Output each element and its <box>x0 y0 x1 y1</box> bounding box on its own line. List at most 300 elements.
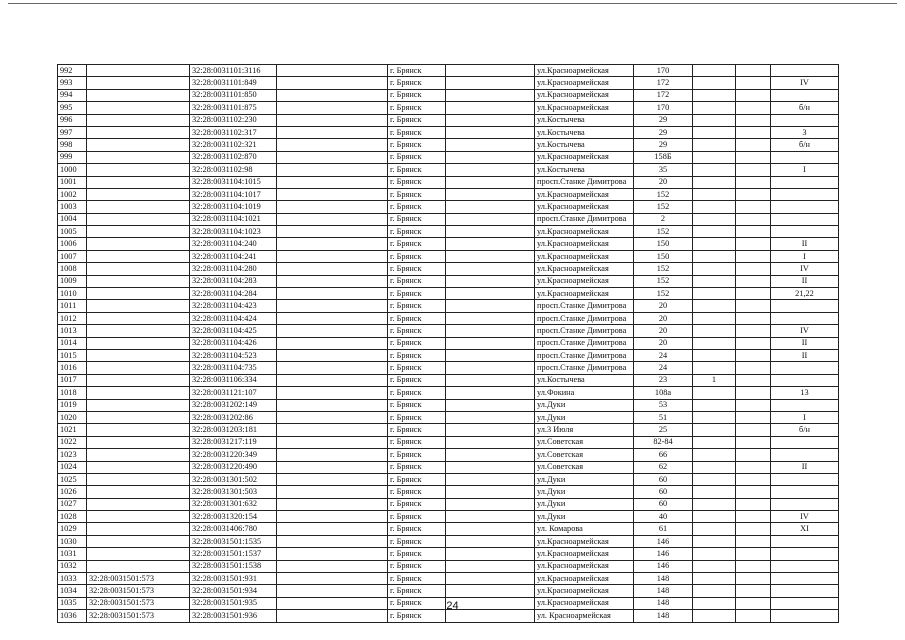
city-cell: г. Брянск <box>388 65 446 77</box>
extra-cell-2-cell <box>446 436 535 448</box>
extra-cell-2-cell <box>446 126 535 138</box>
cadastral-number-cell: 32:28:0031217:119 <box>190 436 277 448</box>
building-cell-cell <box>693 436 736 448</box>
table-row <box>58 275 839 287</box>
extra-cell-3-cell <box>736 535 771 547</box>
house-number-cell: 20 <box>634 300 693 312</box>
extra-cell-2-cell <box>446 325 535 337</box>
cadastral-number-cell: 32:28:0031501:1537 <box>190 548 277 560</box>
extra-cell-2-cell <box>446 573 535 585</box>
street-cell: ул.Красноармейская <box>535 102 634 114</box>
row-number-cell: 1011 <box>58 300 87 312</box>
extra-cell-3-cell <box>736 337 771 349</box>
extra-cell-1-cell <box>277 188 388 200</box>
cadastral-number-cell: 32:28:0031104:425 <box>190 325 277 337</box>
city-cell: г. Брянск <box>388 424 446 436</box>
city-cell: г. Брянск <box>388 89 446 101</box>
building-cell-cell <box>693 399 736 411</box>
house-number-cell: 61 <box>634 523 693 535</box>
parent-cadastral-number-cell: 32:28:0031501:573 <box>87 597 190 609</box>
building-cell-cell <box>693 151 736 163</box>
table-row <box>58 374 839 386</box>
cadastral-number-cell: 32:28:0031101:875 <box>190 102 277 114</box>
parent-cadastral-number-cell <box>87 139 190 151</box>
parent-cadastral-number-cell <box>87 548 190 560</box>
parent-cadastral-number-cell <box>87 188 190 200</box>
premises-cell-cell <box>771 449 839 461</box>
premises-cell-cell: II <box>771 349 839 361</box>
house-number-cell: 82-84 <box>634 436 693 448</box>
extra-cell-1-cell <box>277 436 388 448</box>
extra-cell-1-cell <box>277 399 388 411</box>
extra-cell-2-cell <box>446 387 535 399</box>
house-number-cell: 20 <box>634 312 693 324</box>
extra-cell-2-cell <box>446 312 535 324</box>
premises-cell-cell <box>771 535 839 547</box>
building-cell-cell <box>693 77 736 89</box>
street-cell: ул.Советская <box>535 461 634 473</box>
parent-cadastral-number-cell <box>87 511 190 523</box>
extra-cell-2-cell <box>446 535 535 547</box>
row-number-cell: 1004 <box>58 213 87 225</box>
row-number-cell: 1016 <box>58 362 87 374</box>
premises-cell-cell <box>771 399 839 411</box>
table-row <box>58 411 839 423</box>
extra-cell-1-cell <box>277 213 388 225</box>
table-row <box>58 486 839 498</box>
row-number-cell: 1009 <box>58 275 87 287</box>
building-cell-cell <box>693 362 736 374</box>
street-cell: ул.Дуки <box>535 411 634 423</box>
table-row <box>58 77 839 89</box>
extra-cell-1-cell <box>277 275 388 287</box>
row-number-cell: 995 <box>58 102 87 114</box>
premises-cell-cell <box>771 213 839 225</box>
city-cell: г. Брянск <box>388 362 446 374</box>
building-cell-cell <box>693 114 736 126</box>
premises-cell-cell <box>771 585 839 597</box>
row-number-cell: 999 <box>58 151 87 163</box>
cadastral-number-cell: 32:28:0031104:283 <box>190 275 277 287</box>
building-cell-cell <box>693 325 736 337</box>
parent-cadastral-number-cell <box>87 486 190 498</box>
extra-cell-2-cell <box>446 473 535 485</box>
house-number-cell: 2 <box>634 213 693 225</box>
extra-cell-2-cell <box>446 411 535 423</box>
extra-cell-1-cell <box>277 288 388 300</box>
cadastral-number-cell: 32:28:0031104:1017 <box>190 188 277 200</box>
house-number-cell: 152 <box>634 201 693 213</box>
table-row <box>58 424 839 436</box>
building-cell-cell <box>693 473 736 485</box>
row-number-cell: 1025 <box>58 473 87 485</box>
street-cell: ул.Красноармейская <box>535 288 634 300</box>
premises-cell-cell: б/н <box>771 139 839 151</box>
city-cell: г. Брянск <box>388 387 446 399</box>
cadastral-number-cell: 32:28:0031104:241 <box>190 250 277 262</box>
city-cell: г. Брянск <box>388 275 446 287</box>
page-number: 24 <box>446 600 459 612</box>
building-cell-cell <box>693 349 736 361</box>
city-cell: г. Брянск <box>388 486 446 498</box>
extra-cell-1-cell <box>277 511 388 523</box>
cadastral-number-cell: 32:28:0031301:502 <box>190 473 277 485</box>
building-cell-cell <box>693 226 736 238</box>
house-number-cell: 152 <box>634 288 693 300</box>
premises-cell-cell: I <box>771 411 839 423</box>
street-cell: ул.Костычева <box>535 114 634 126</box>
row-number-cell: 1034 <box>58 585 87 597</box>
city-cell: г. Брянск <box>388 374 446 386</box>
table-row <box>58 548 839 560</box>
city-cell: г. Брянск <box>388 548 446 560</box>
extra-cell-1-cell <box>277 535 388 547</box>
street-cell: ул. Комарова <box>535 523 634 535</box>
cadastral-number-cell: 32:28:0031501:934 <box>190 585 277 597</box>
street-cell: ул.Костычева <box>535 164 634 176</box>
building-cell-cell <box>693 461 736 473</box>
premises-cell-cell: б/н <box>771 424 839 436</box>
extra-cell-1-cell <box>277 387 388 399</box>
parent-cadastral-number-cell <box>87 449 190 461</box>
parent-cadastral-number-cell <box>87 288 190 300</box>
street-cell: просп.Станке Димитрова <box>535 349 634 361</box>
extra-cell-3-cell <box>736 325 771 337</box>
premises-cell-cell: 21,22 <box>771 288 839 300</box>
extra-cell-1-cell <box>277 77 388 89</box>
cadastral-number-cell: 32:28:0031101:3116 <box>190 65 277 77</box>
premises-cell-cell <box>771 312 839 324</box>
table-row <box>58 511 839 523</box>
street-cell: ул.Красноармейская <box>535 573 634 585</box>
house-number-cell: 172 <box>634 89 693 101</box>
city-cell: г. Брянск <box>388 312 446 324</box>
row-number-cell: 1036 <box>58 610 87 622</box>
building-cell-cell <box>693 337 736 349</box>
house-number-cell: 40 <box>634 511 693 523</box>
extra-cell-1-cell <box>277 362 388 374</box>
house-number-cell: 146 <box>634 548 693 560</box>
table-row <box>58 387 839 399</box>
table-row <box>58 498 839 510</box>
parent-cadastral-number-cell <box>87 523 190 535</box>
cadastral-number-cell: 32:28:0031104:735 <box>190 362 277 374</box>
premises-cell-cell <box>771 151 839 163</box>
building-cell-cell <box>693 250 736 262</box>
extra-cell-3-cell <box>736 188 771 200</box>
building-cell-cell <box>693 238 736 250</box>
extra-cell-2-cell <box>446 238 535 250</box>
building-cell-cell: 1 <box>693 374 736 386</box>
cadastral-number-cell: 32:28:0031104:284 <box>190 288 277 300</box>
city-cell: г. Брянск <box>388 399 446 411</box>
parent-cadastral-number-cell <box>87 560 190 572</box>
city-cell: г. Брянск <box>388 523 446 535</box>
extra-cell-2-cell <box>446 250 535 262</box>
table-row <box>58 89 839 101</box>
cadastral-number-cell: 32:28:0031501:1538 <box>190 560 277 572</box>
extra-cell-3-cell <box>736 585 771 597</box>
house-number-cell: 29 <box>634 126 693 138</box>
extra-cell-1-cell <box>277 176 388 188</box>
row-number-cell: 1023 <box>58 449 87 461</box>
extra-cell-2-cell <box>446 102 535 114</box>
extra-cell-3-cell <box>736 139 771 151</box>
parent-cadastral-number-cell <box>87 337 190 349</box>
house-number-cell: 150 <box>634 250 693 262</box>
building-cell-cell <box>693 585 736 597</box>
street-cell: ул.Дуки <box>535 399 634 411</box>
premises-cell-cell: II <box>771 275 839 287</box>
cadastral-number-cell: 32:28:0031501:935 <box>190 597 277 609</box>
street-cell: ул.Дуки <box>535 486 634 498</box>
house-number-cell: 152 <box>634 188 693 200</box>
table-row <box>58 263 839 275</box>
parent-cadastral-number-cell <box>87 238 190 250</box>
extra-cell-3-cell <box>736 65 771 77</box>
city-cell: г. Брянск <box>388 337 446 349</box>
city-cell: г. Брянск <box>388 213 446 225</box>
street-cell: ул.Красноармейская <box>535 560 634 572</box>
extra-cell-3-cell <box>736 424 771 436</box>
table-row <box>58 312 839 324</box>
extra-cell-3-cell <box>736 250 771 262</box>
street-cell: ул.Красноармейская <box>535 151 634 163</box>
parent-cadastral-number-cell: 32:28:0031501:573 <box>87 610 190 622</box>
extra-cell-1-cell <box>277 250 388 262</box>
row-number-cell: 994 <box>58 89 87 101</box>
house-number-cell: 158Б <box>634 151 693 163</box>
extra-cell-3-cell <box>736 387 771 399</box>
city-cell: г. Брянск <box>388 250 446 262</box>
street-cell: ул.Дуки <box>535 498 634 510</box>
building-cell-cell <box>693 535 736 547</box>
row-number-cell: 1022 <box>58 436 87 448</box>
premises-cell-cell <box>771 65 839 77</box>
cadastral-number-cell: 32:28:0031102:317 <box>190 126 277 138</box>
cadastral-number-cell: 32:28:0031104:280 <box>190 263 277 275</box>
house-number-cell: 150 <box>634 238 693 250</box>
cadastral-number-cell: 32:28:0031104:1015 <box>190 176 277 188</box>
extra-cell-2-cell <box>446 65 535 77</box>
parent-cadastral-number-cell <box>87 102 190 114</box>
house-number-cell: 23 <box>634 374 693 386</box>
table-row <box>58 238 839 250</box>
row-number-cell: 998 <box>58 139 87 151</box>
extra-cell-1-cell <box>277 573 388 585</box>
extra-cell-3-cell <box>736 498 771 510</box>
extra-cell-1-cell <box>277 411 388 423</box>
city-cell: г. Брянск <box>388 511 446 523</box>
cadastral-number-cell: 32:28:0031301:503 <box>190 486 277 498</box>
cadastral-number-cell: 32:28:0031320:154 <box>190 511 277 523</box>
extra-cell-1-cell <box>277 337 388 349</box>
row-number-cell: 996 <box>58 114 87 126</box>
table-row <box>58 523 839 535</box>
extra-cell-2-cell <box>446 461 535 473</box>
table-row <box>58 126 839 138</box>
table-row <box>58 201 839 213</box>
row-number-cell: 1002 <box>58 188 87 200</box>
house-number-cell: 20 <box>634 325 693 337</box>
parent-cadastral-number-cell <box>87 151 190 163</box>
building-cell-cell <box>693 498 736 510</box>
extra-cell-3-cell <box>736 349 771 361</box>
extra-cell-2-cell <box>446 523 535 535</box>
house-number-cell: 146 <box>634 535 693 547</box>
row-number-cell: 1021 <box>58 424 87 436</box>
city-cell: г. Брянск <box>388 126 446 138</box>
city-cell: г. Брянск <box>388 300 446 312</box>
row-number-cell: 1019 <box>58 399 87 411</box>
extra-cell-1-cell <box>277 486 388 498</box>
extra-cell-3-cell <box>736 523 771 535</box>
extra-cell-2-cell <box>446 226 535 238</box>
row-number-cell: 1031 <box>58 548 87 560</box>
extra-cell-1-cell <box>277 449 388 461</box>
building-cell-cell <box>693 548 736 560</box>
city-cell: г. Брянск <box>388 114 446 126</box>
extra-cell-2-cell <box>446 275 535 287</box>
parent-cadastral-number-cell <box>87 176 190 188</box>
building-cell-cell <box>693 188 736 200</box>
city-cell: г. Брянск <box>388 201 446 213</box>
building-cell-cell <box>693 523 736 535</box>
parent-cadastral-number-cell <box>87 312 190 324</box>
extra-cell-2-cell <box>446 213 535 225</box>
row-number-cell: 1035 <box>58 597 87 609</box>
building-cell-cell <box>693 387 736 399</box>
city-cell: г. Брянск <box>388 263 446 275</box>
cadastral-number-cell: 32:28:0031202:86 <box>190 411 277 423</box>
extra-cell-3-cell <box>736 288 771 300</box>
city-cell: г. Брянск <box>388 349 446 361</box>
street-cell: ул.Красноармейская <box>535 250 634 262</box>
row-number-cell: 1001 <box>58 176 87 188</box>
building-cell-cell <box>693 176 736 188</box>
city-cell: г. Брянск <box>388 151 446 163</box>
table-row <box>58 288 839 300</box>
table-row <box>58 573 839 585</box>
premises-cell-cell <box>771 473 839 485</box>
extra-cell-2-cell <box>446 263 535 275</box>
city-cell: г. Брянск <box>388 573 446 585</box>
extra-cell-2-cell <box>446 114 535 126</box>
extra-cell-3-cell <box>736 473 771 485</box>
cadastral-number-cell: 32:28:0031101:849 <box>190 77 277 89</box>
house-number-cell: 148 <box>634 573 693 585</box>
extra-cell-1-cell <box>277 201 388 213</box>
row-number-cell: 1014 <box>58 337 87 349</box>
parent-cadastral-number-cell <box>87 349 190 361</box>
cadastral-number-cell: 32:28:0031104:1023 <box>190 226 277 238</box>
premises-cell-cell: II <box>771 238 839 250</box>
extra-cell-2-cell <box>446 362 535 374</box>
table-row <box>58 349 839 361</box>
parent-cadastral-number-cell <box>87 250 190 262</box>
row-number-cell: 992 <box>58 65 87 77</box>
premises-cell-cell: б/н <box>771 102 839 114</box>
row-number-cell: 1028 <box>58 511 87 523</box>
extra-cell-2-cell <box>446 399 535 411</box>
parent-cadastral-number-cell <box>87 473 190 485</box>
street-cell: просп.Станке Димитрова <box>535 337 634 349</box>
house-number-cell: 152 <box>634 275 693 287</box>
premises-cell-cell <box>771 486 839 498</box>
parent-cadastral-number-cell <box>87 325 190 337</box>
extra-cell-1-cell <box>277 523 388 535</box>
cadastral-number-cell: 32:28:0031301:632 <box>190 498 277 510</box>
city-cell: г. Брянск <box>388 436 446 448</box>
table-row <box>58 535 839 547</box>
row-number-cell: 1024 <box>58 461 87 473</box>
extra-cell-3-cell <box>736 399 771 411</box>
row-number-cell: 993 <box>58 77 87 89</box>
extra-cell-3-cell <box>736 89 771 101</box>
row-number-cell: 1027 <box>58 498 87 510</box>
extra-cell-1-cell <box>277 349 388 361</box>
house-number-cell: 20 <box>634 337 693 349</box>
house-number-cell: 148 <box>634 597 693 609</box>
extra-cell-2-cell <box>446 449 535 461</box>
table-row <box>58 362 839 374</box>
extra-cell-3-cell <box>736 126 771 138</box>
parent-cadastral-number-cell <box>87 461 190 473</box>
extra-cell-2-cell <box>446 424 535 436</box>
row-number-cell: 1000 <box>58 164 87 176</box>
premises-cell-cell: IV <box>771 325 839 337</box>
extra-cell-2-cell <box>446 560 535 572</box>
row-number-cell: 1030 <box>58 535 87 547</box>
house-number-cell: 66 <box>634 449 693 461</box>
city-cell: г. Брянск <box>388 176 446 188</box>
cadastral-number-cell: 32:28:0031501:931 <box>190 573 277 585</box>
parent-cadastral-number-cell <box>87 275 190 287</box>
extra-cell-2-cell <box>446 337 535 349</box>
premises-cell-cell <box>771 436 839 448</box>
cadastral-number-cell: 32:28:0031202:149 <box>190 399 277 411</box>
extra-cell-2-cell <box>446 486 535 498</box>
street-cell: ул.Красноармейская <box>535 226 634 238</box>
cadastral-number-cell: 32:28:0031101:850 <box>190 89 277 101</box>
row-number-cell: 1017 <box>58 374 87 386</box>
extra-cell-2-cell <box>446 139 535 151</box>
row-number-cell: 1012 <box>58 312 87 324</box>
house-number-cell: 172 <box>634 77 693 89</box>
city-cell: г. Брянск <box>388 288 446 300</box>
table-row <box>58 585 839 597</box>
street-cell: просп.Станке Димитрова <box>535 300 634 312</box>
street-cell: ул.Красноармейская <box>535 201 634 213</box>
parent-cadastral-number-cell <box>87 399 190 411</box>
extra-cell-2-cell <box>446 151 535 163</box>
extra-cell-3-cell <box>736 560 771 572</box>
parent-cadastral-number-cell: 32:28:0031501:573 <box>87 585 190 597</box>
building-cell-cell <box>693 486 736 498</box>
building-cell-cell <box>693 263 736 275</box>
table-row <box>58 102 839 114</box>
extra-cell-1-cell <box>277 498 388 510</box>
city-cell: г. Брянск <box>388 325 446 337</box>
extra-cell-3-cell <box>736 151 771 163</box>
building-cell-cell <box>693 139 736 151</box>
parent-cadastral-number-cell <box>87 535 190 547</box>
extra-cell-1-cell <box>277 151 388 163</box>
extra-cell-1-cell <box>277 300 388 312</box>
city-cell: г. Брянск <box>388 164 446 176</box>
city-cell: г. Брянск <box>388 461 446 473</box>
row-number-cell: 1015 <box>58 349 87 361</box>
